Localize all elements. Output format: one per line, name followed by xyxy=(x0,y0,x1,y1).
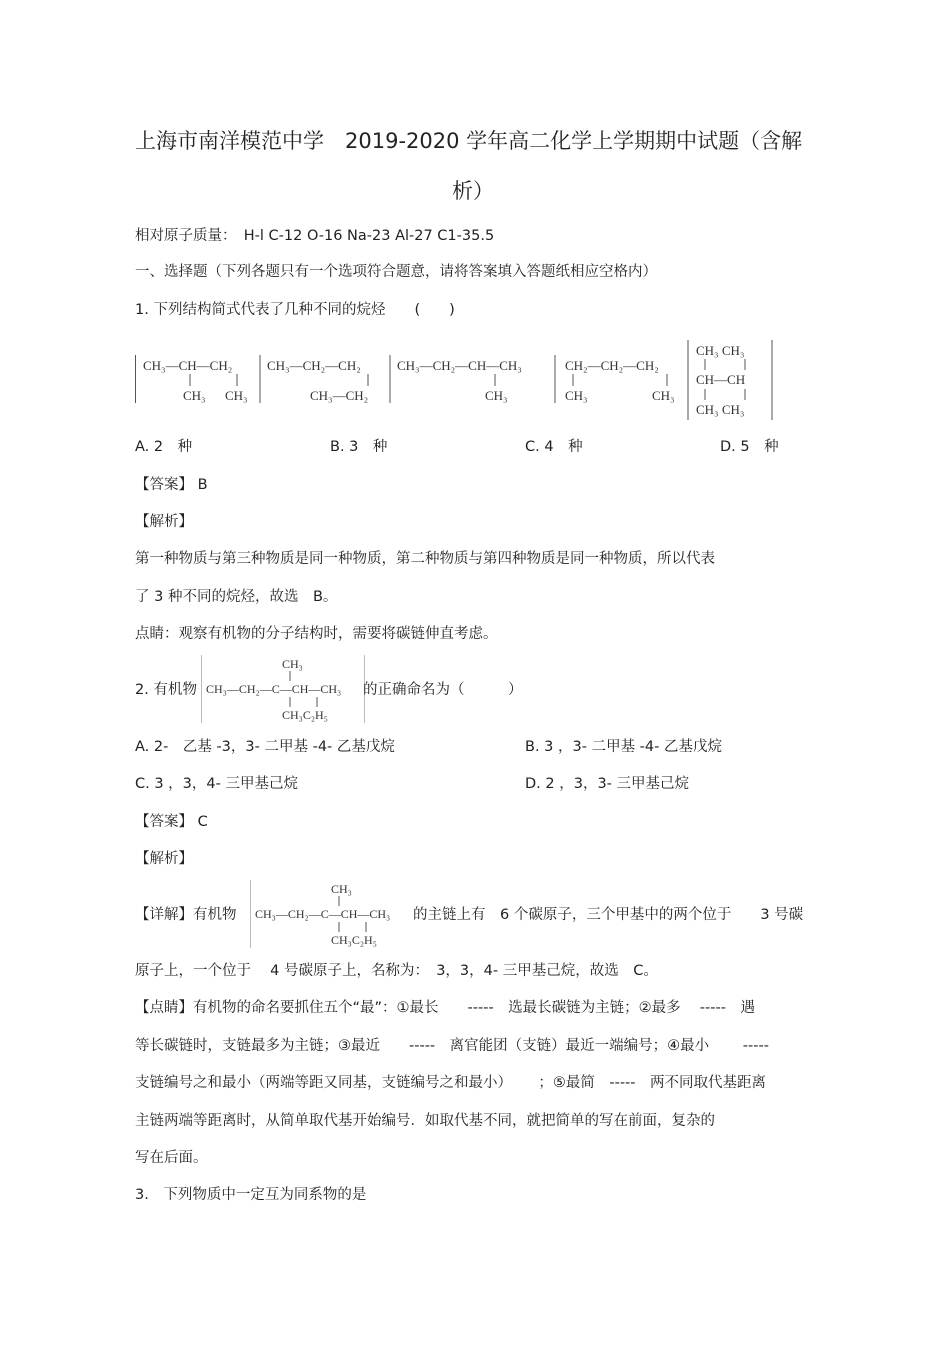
q2-top-methyl: CH₃ xyxy=(282,657,303,671)
q2-option-d: D. 2 ，3，3- 三甲基己烷 xyxy=(525,776,690,792)
q2-tip-line2: 等长碳链时，支链最多为主链；③最近 ----- 离官能团（支链）最近一端编号；④最小 ----- xyxy=(135,1038,769,1054)
q2-detail-top-methyl: CH₃ xyxy=(331,882,352,896)
s5-top-row: CH₃ CH₃ xyxy=(696,343,745,358)
q1-analysis-label: 【解析】 xyxy=(135,514,193,530)
doc-title-line1: 上海市南洋模范中学 2019-2020 学年高二化学上学期期中试题（含解 xyxy=(135,129,803,153)
s3-branch-1: CH₃ xyxy=(485,388,508,403)
s2-lower-chain: CH₃—CH₂ xyxy=(310,388,369,403)
q1-analysis-line2: 了 3 种不同的烷烃，故选 B。 xyxy=(135,589,338,605)
structure-4 xyxy=(565,358,675,403)
q2-stem-suffix: 的正确命名为（ ） xyxy=(363,682,523,698)
q2-main-chain: CH₃—CH₂—C—CH—CH₃ xyxy=(206,682,342,696)
q2-structure-image xyxy=(201,655,365,723)
q2-detail-bottom-groups: CH₃C₂H₅ xyxy=(331,933,377,947)
q2-detail-structure-image xyxy=(250,880,413,948)
s3-main-chain: CH₃—CH₂—CH—CH₃ xyxy=(397,358,522,373)
q1-option-a: A. 2 种 xyxy=(135,439,193,455)
q2-tip-line3: 支链编号之和最小（两端等距又同基，支链编号之和最小） ；⑤最简 ----- 两不同取代基距离 xyxy=(135,1075,767,1091)
q1-stem: 1. 下列结构简式代表了几种不同的烷烃 ( ) xyxy=(135,302,455,318)
q1-tip: 点睛：观察有机物的分子结构时，需要将碳链伸直考虑。 xyxy=(135,626,498,642)
q1-option-d: D. 5 种 xyxy=(720,439,779,455)
q2-detail-line2: 原子上，一个位于 4 号碳原子上，名称为： 3，3，4- 三甲基己烷，故选 C。 xyxy=(135,963,658,979)
s5-bottom-row: CH₃ CH₃ xyxy=(696,402,745,417)
q2-stem-prefix: 2. 有机物 xyxy=(135,682,197,698)
q2-answer: 【答案】 C xyxy=(135,814,208,830)
atomic-masses: 相对原子质量： H-l C-12 O-16 Na-23 Al-27 C1-35.5 xyxy=(135,228,495,244)
doc-title-line2: 析） xyxy=(452,179,494,203)
q2-bottom-groups: CH₃C₂H₅ xyxy=(282,708,328,722)
q3-stem: 3. 下列物质中一定互为同系物的是 xyxy=(135,1187,367,1203)
s4-main-chain: CH₂—CH₂—CH₂ xyxy=(565,358,659,373)
q1-option-c: C. 4 种 xyxy=(525,439,583,455)
structure-5 xyxy=(696,343,745,417)
s1-main-chain: CH₃—CH—CH₂ xyxy=(143,358,233,373)
s1-branch-2: CH₃ xyxy=(225,388,248,403)
s5-middle-row: CH—CH xyxy=(696,372,746,387)
s1-branch-1: CH₃ xyxy=(183,388,206,403)
structure-1 xyxy=(143,358,248,403)
structure-2 xyxy=(267,358,368,403)
q2-option-c: C. 3 ，3，4- 三甲基己烷 xyxy=(135,776,298,792)
s2-main-chain: CH₃—CH₂—CH₂ xyxy=(267,358,361,373)
q2-detail-suffix: 的主链上有 6 个碳原子，三个甲基中的两个位于 3 号碳 xyxy=(413,907,804,923)
q2-tip-line4: 主链两端等距离时，从简单取代基开始编号．如取代基不同，就把简单的写在前面，复杂的 xyxy=(135,1113,715,1129)
q1-structures-image xyxy=(135,340,775,420)
q2-option-a: A. 2- 乙基 -3，3- 二甲基 -4- 乙基戊烷 xyxy=(135,739,395,755)
q2-tip-line1: 【点睛】有机物的命名要抓住五个“最”：①最长 ----- 选最长碳链为主链；②最多 ----- 遇 xyxy=(135,1000,755,1016)
q2-analysis-label: 【解析】 xyxy=(135,851,193,867)
q2-detail-main-chain: CH₃—CH₂—C—CH—CH₃ xyxy=(255,907,391,921)
q2-option-b: B. 3 ，3- 二甲基 -4- 乙基戊烷 xyxy=(525,739,722,755)
q1-option-b: B. 3 种 xyxy=(330,439,388,455)
q2-tip-line5: 写在后面。 xyxy=(135,1150,208,1166)
structure-3 xyxy=(397,358,522,403)
q1-analysis-line1: 第一种物质与第三种物质是同一种物质，第二种物质与第四种物质是同一种物质，所以代表 xyxy=(135,551,715,567)
q2-detail-prefix: 【详解】有机物 xyxy=(135,907,237,923)
q1-answer: 【答案】 B xyxy=(135,477,208,493)
section-heading: 一、选择题（下列各题只有一个选项符合题意，请将答案填入答题纸相应空格内） xyxy=(135,264,657,280)
s4-branch-2: CH₃ xyxy=(652,388,675,403)
s4-branch-1: CH₃ xyxy=(565,388,588,403)
